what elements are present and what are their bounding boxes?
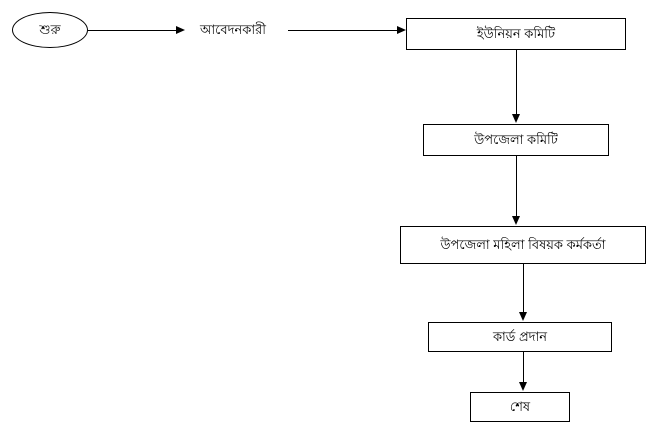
arrowhead-applicant-to-union-icon bbox=[397, 26, 406, 34]
node-applicant bbox=[185, 18, 281, 42]
node-card-issuance-label: কার্ড প্রদান bbox=[492, 329, 548, 345]
node-upazila-committee bbox=[423, 124, 609, 156]
node-applicant-label: আবেদনকারী bbox=[200, 22, 266, 38]
node-upazila-women-affairs-officer bbox=[400, 226, 646, 264]
edge-union-to-upazila bbox=[516, 50, 517, 115]
node-upazila-committee-label: উপজেলা কমিটি bbox=[474, 132, 558, 148]
node-union-committee bbox=[406, 18, 626, 50]
edge-start-to-applicant bbox=[88, 30, 176, 31]
edge-officer-to-card bbox=[523, 264, 524, 313]
edge-applicant-to-union bbox=[288, 30, 398, 31]
node-end bbox=[470, 392, 570, 422]
arrowhead-officer-to-card-icon bbox=[519, 312, 527, 321]
edge-upazila-to-officer bbox=[516, 156, 517, 217]
edge-card-to-end bbox=[523, 352, 524, 383]
node-union-committee-label: ইউনিয়ন কমিটি bbox=[476, 26, 556, 42]
arrowhead-union-to-upazila-icon bbox=[512, 114, 520, 123]
node-upazila-women-affairs-officer-label: উপজেলা মহিলা বিষয়ক কর্মকর্তা bbox=[440, 237, 606, 253]
arrowhead-upazila-to-officer-icon bbox=[512, 216, 520, 225]
node-end-label: শেষ bbox=[509, 399, 531, 415]
node-start-label: শুরু bbox=[39, 22, 61, 38]
arrowhead-card-to-end-icon bbox=[519, 382, 527, 391]
node-start bbox=[12, 12, 88, 48]
arrowhead-start-to-applicant-icon bbox=[176, 26, 185, 34]
node-card-issuance bbox=[428, 322, 612, 352]
